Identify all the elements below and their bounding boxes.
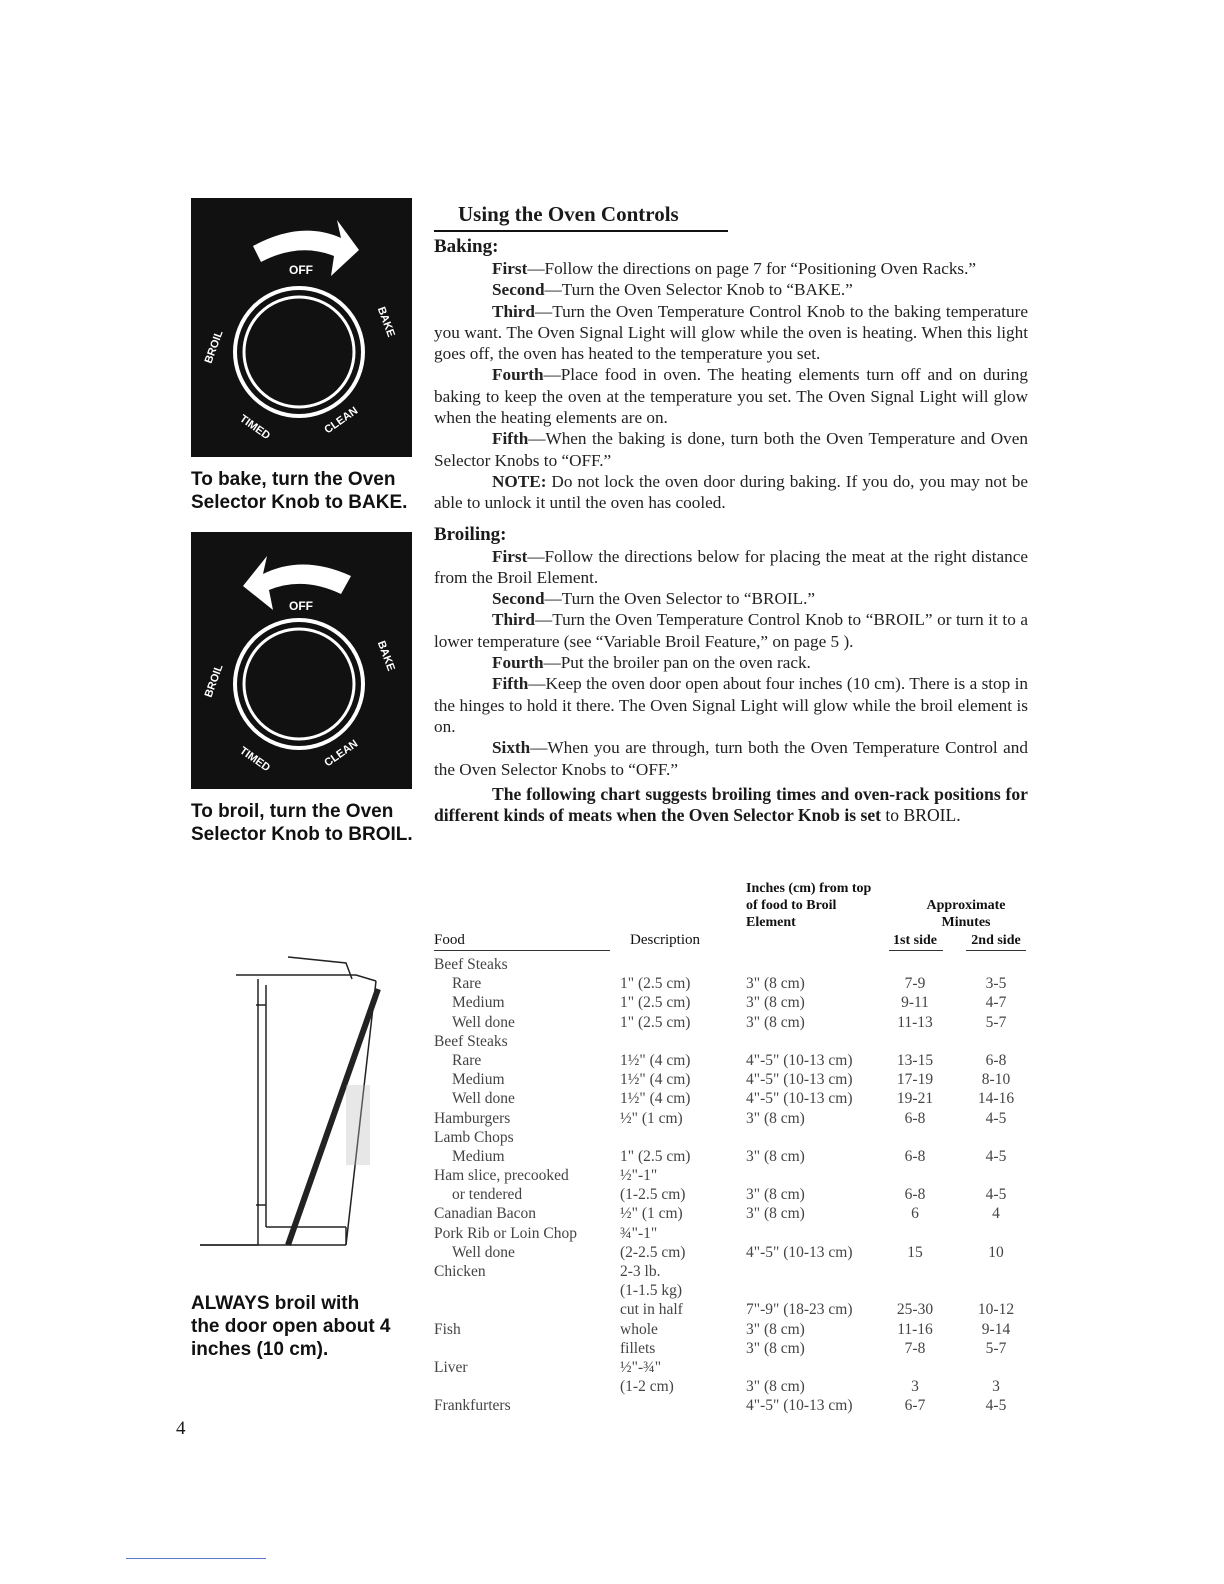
- baking-step: [434, 471, 1028, 514]
- cell-food: Well done: [452, 1013, 515, 1031]
- knob-label-broil: BROIL: [202, 328, 226, 366]
- cell-second-side: 14-16: [977, 1090, 1015, 1108]
- cell-element-distance: 3" (8 cm): [746, 1205, 805, 1223]
- table-row: [434, 1033, 1028, 1052]
- cell-second-side: 6-8: [985, 1051, 1007, 1069]
- step-text: Do not lock the oven door during baking. If you do, you may not be able to unlock it until the oven has cooled.: [434, 471, 1028, 513]
- table-row: [434, 1167, 1028, 1186]
- step-lead: First: [492, 259, 528, 278]
- cell-element-distance: 3" (8 cm): [746, 975, 805, 993]
- baking-step: [434, 428, 1028, 471]
- cell-first-side: 25-30: [896, 1301, 934, 1319]
- step-lead: Third: [492, 301, 535, 321]
- step-lead: NOTE:: [492, 471, 547, 491]
- oven-selector-knob-bake: [191, 198, 412, 457]
- knob-label-off: OFF: [289, 599, 313, 613]
- step-lead: Sixth: [492, 738, 531, 758]
- knob-label-off: OFF: [289, 263, 313, 277]
- cell-first-side: 6: [911, 1205, 919, 1223]
- step-text: —Turn the Oven Temperature Control Knob to “BROIL” or turn it to a lower temperature (see “Variable Broil Feature,” on page 5 ).: [434, 610, 1028, 651]
- cell-element-distance: 3" (8 cm): [746, 994, 805, 1012]
- cell-element-distance: 4"-5" (10-13 cm): [746, 1397, 853, 1415]
- header-description: Description: [630, 932, 700, 948]
- cell-description: 1½" (4 cm): [620, 1051, 691, 1069]
- cell-description: 1" (2.5 cm): [620, 1013, 691, 1031]
- cell-description: fillets: [620, 1339, 656, 1357]
- cell-second-side: 4-5: [985, 1109, 1007, 1127]
- cell-second-side: 10: [988, 1243, 1004, 1261]
- table-header: [434, 880, 1028, 950]
- chart-intro-bold: The following chart suggests broiling times and oven-rack positions for different kinds of meats when the Oven Selector Knob is set: [434, 783, 1028, 826]
- cell-second-side: 8-10: [981, 1071, 1011, 1089]
- cell-description: (1-1.5 kg): [620, 1282, 682, 1300]
- table-row: [434, 1071, 1028, 1090]
- page-number: 4: [176, 1418, 186, 1439]
- knob-label-clean: CLEAN: [322, 737, 361, 770]
- cell-second-side: 4-5: [985, 1186, 1007, 1204]
- cell-first-side: 6-8: [904, 1186, 926, 1204]
- cell-food: Beef Steaks: [434, 956, 508, 973]
- table-row: [434, 1359, 1028, 1378]
- cell-element-distance: 3" (8 cm): [746, 1109, 805, 1127]
- header-food: Food: [434, 932, 465, 948]
- cell-first-side: 6-8: [904, 1109, 926, 1127]
- broiling-step: [434, 609, 1028, 652]
- cell-second-side: 10-12: [977, 1301, 1015, 1319]
- table-row: [434, 1129, 1028, 1148]
- knob-label-clean: CLEAN: [322, 404, 361, 437]
- oven-door-open-illustration: [196, 945, 406, 1255]
- table-row: [434, 1148, 1028, 1167]
- cell-food: Rare: [452, 975, 482, 993]
- broiling-step: [434, 673, 1028, 737]
- table-row: [434, 1205, 1028, 1224]
- broiling-step: [434, 737, 1028, 780]
- knob-dial: [244, 297, 354, 407]
- step-lead: Second: [492, 589, 545, 609]
- table-row: [434, 1244, 1028, 1263]
- cell-element-distance: 3" (8 cm): [746, 1339, 805, 1357]
- cell-first-side: 11-13: [897, 1013, 933, 1031]
- cell-first-side: 11-16: [897, 1320, 933, 1338]
- header-rule: [966, 950, 1026, 951]
- cell-description: 1" (2.5 cm): [620, 994, 691, 1012]
- broiling-step: [434, 652, 1028, 673]
- knob-label-timed: TIMED: [237, 744, 273, 775]
- header-rule: [434, 950, 610, 951]
- table-row: [434, 1397, 1028, 1416]
- header-rule: [889, 950, 943, 951]
- table-row: [434, 1186, 1028, 1205]
- cell-description: 1" (2.5 cm): [620, 1147, 691, 1165]
- cell-second-side: 3: [992, 1378, 1000, 1396]
- cell-element-distance: 3" (8 cm): [746, 1147, 805, 1165]
- step-text: —When the baking is done, turn both the Oven Temperature and Oven Selector Knobs to “OFF.”: [434, 429, 1028, 470]
- table-row: [434, 1282, 1028, 1301]
- header-first-side: 1st side: [893, 933, 937, 948]
- broiling-steps: [434, 546, 1028, 780]
- broil-caption: To broil, turn the Oven Selector Knob to BROIL.: [191, 801, 413, 845]
- cell-food: Well done: [452, 1243, 515, 1261]
- cell-first-side: 9-11: [901, 994, 929, 1012]
- knob-label-timed: TIMED: [237, 412, 273, 443]
- cell-description: (1-2.5 cm): [620, 1186, 686, 1204]
- section-title: Using the Oven Controls: [434, 202, 728, 232]
- step-text: —Follow the directions below for placing the meat at the right distance from the Broil Element.: [434, 546, 1028, 587]
- cell-description: whole: [620, 1320, 658, 1338]
- cell-first-side: 3: [911, 1378, 919, 1396]
- knob-label-bake: BAKE: [374, 639, 397, 673]
- cell-first-side: 6-8: [904, 1147, 926, 1165]
- table-row: [434, 1263, 1028, 1282]
- step-lead: Fourth: [492, 653, 544, 673]
- baking-step: [434, 258, 1028, 279]
- step-text: —Follow the directions on page 7 for “Positioning Oven Racks.”: [527, 259, 977, 278]
- broiling-step: [434, 588, 1028, 609]
- knob-outer-ring: [235, 288, 363, 416]
- cell-food: Well done: [452, 1090, 515, 1108]
- cell-food: Liver: [434, 1358, 468, 1376]
- table-row: [434, 956, 1028, 975]
- cell-first-side: 7-8: [904, 1339, 926, 1357]
- cell-description: 1½" (4 cm): [620, 1071, 691, 1089]
- cell-element-distance: 4"-5" (10-13 cm): [746, 1051, 853, 1069]
- cell-food: Fish: [434, 1320, 461, 1338]
- step-lead: Third: [492, 610, 535, 630]
- table-row: [434, 975, 1028, 994]
- broiling-step: [434, 546, 1028, 589]
- step-lead: Fifth: [492, 674, 529, 694]
- cell-element-distance: 3" (8 cm): [746, 1320, 805, 1338]
- cell-element-distance: 4"-5" (10-13 cm): [746, 1243, 853, 1261]
- step-text: —Turn the Oven Temperature Control Knob to the baking temperature you want. The Oven Signal Light will glow while the oven is heating. When this light goes off, the oven has heated to the temperature you set.: [434, 301, 1028, 364]
- step-text: —When you are through, turn both the Oven Temperature Control and the Oven Selector Knobs to “OFF.”: [434, 738, 1028, 779]
- step-text: —Keep the oven door open about four inches (10 cm). There is a stop in the hinges to hold it there. The Oven Signal Light will glow while the broil element is on.: [434, 674, 1028, 736]
- cell-first-side: 13-15: [896, 1051, 934, 1069]
- cell-food: Canadian Bacon: [434, 1205, 537, 1223]
- baking-step: [434, 279, 1028, 300]
- step-lead: Second: [492, 280, 545, 300]
- cell-second-side: 5-7: [985, 1339, 1007, 1357]
- table-row: [434, 1110, 1028, 1129]
- cell-food: or tendered: [452, 1186, 523, 1204]
- table-row: [434, 1014, 1028, 1033]
- table-row: [434, 1090, 1028, 1109]
- step-lead: Fourth: [492, 365, 544, 385]
- bake-caption: To bake, turn the Oven Selector Knob to BAKE.: [191, 469, 408, 513]
- cell-second-side: 3-5: [985, 975, 1007, 993]
- bake-knob-illustration: [191, 198, 412, 457]
- cell-first-side: 17-19: [896, 1071, 934, 1089]
- cell-food: Hamburgers: [434, 1109, 511, 1127]
- cell-food: Medium: [452, 1071, 505, 1089]
- cell-description: (2-2.5 cm): [620, 1243, 686, 1261]
- cell-second-side: 5-7: [985, 1013, 1007, 1031]
- cell-food: Medium: [452, 1147, 505, 1165]
- cell-food: Pork Rib or Loin Chop: [434, 1224, 577, 1242]
- cell-first-side: 15: [907, 1243, 923, 1261]
- cell-second-side: 4-5: [985, 1397, 1007, 1415]
- table-row: [434, 994, 1028, 1013]
- baking-heading: Baking:: [434, 236, 499, 257]
- baking-steps: [434, 258, 1028, 514]
- chart-intro: [434, 784, 1028, 827]
- cell-food: Beef Steaks: [434, 1032, 508, 1050]
- step-text: —Turn the Oven Selector to “BROIL.”: [544, 589, 816, 609]
- cell-element-distance: 3" (8 cm): [746, 1013, 805, 1031]
- cell-second-side: 4: [992, 1205, 1000, 1223]
- header-element-distance: Inches (cm) from top of food to Broil Element: [746, 881, 872, 930]
- cell-description: ½" (1 cm): [620, 1109, 683, 1127]
- oven-controls-section: [434, 202, 1028, 827]
- knob-dial: [244, 629, 354, 739]
- cell-description: ½" (1 cm): [620, 1205, 683, 1223]
- cell-description: ½"-1": [620, 1167, 658, 1185]
- header-second-side: 2nd side: [971, 933, 1021, 948]
- chart-intro-tail: to BROIL.: [881, 805, 961, 826]
- cell-food: Medium: [452, 994, 505, 1012]
- table-row: [434, 1340, 1028, 1359]
- cell-second-side: 4-7: [985, 994, 1007, 1012]
- cell-description: (1-2 cm): [620, 1378, 674, 1396]
- cell-description: 1½" (4 cm): [620, 1090, 691, 1108]
- cell-food: Chicken: [434, 1263, 486, 1280]
- step-text: —Place food in oven. The heating elements turn off and on during baking to keep the oven at the temperature you set. The Oven Signal Light will glow when the heating elements are on.: [434, 365, 1028, 428]
- cell-description: ¾"-1": [620, 1224, 658, 1242]
- table-row: [434, 1301, 1028, 1320]
- baking-step: [434, 364, 1028, 428]
- knob-outer-ring: [235, 620, 363, 748]
- table-row: [434, 1378, 1028, 1397]
- cell-second-side: 4-5: [985, 1147, 1007, 1165]
- broil-knob-illustration: [191, 532, 412, 789]
- cell-element-distance: 4"-5" (10-13 cm): [746, 1071, 853, 1089]
- cell-food: Ham slice, precooked: [434, 1167, 569, 1185]
- broiling-heading: Broiling:: [434, 523, 507, 545]
- cell-first-side: 19-21: [896, 1090, 934, 1108]
- door-caption: ALWAYS broil with the door open about 4 inches (10 cm).: [191, 1293, 391, 1360]
- cell-description: 2-3 lb.: [620, 1263, 661, 1280]
- step-lead: First: [492, 546, 528, 566]
- broiling-chart: [434, 880, 1028, 1417]
- table-row: [434, 1052, 1028, 1071]
- cell-description: ½"-¾": [620, 1358, 662, 1376]
- header-approx-minutes: Approximate Minutes: [926, 898, 1006, 930]
- oven-selector-knob-broil: [191, 532, 412, 789]
- step-lead: Fifth: [492, 429, 529, 449]
- knob-label-broil: BROIL: [202, 662, 226, 700]
- cell-element-distance: 3" (8 cm): [746, 1378, 805, 1396]
- cell-food: Frankfurters: [434, 1397, 511, 1415]
- baking-step: [434, 301, 1028, 365]
- cell-description: cut in half: [620, 1301, 683, 1319]
- cell-food: Rare: [452, 1051, 482, 1069]
- footnote-rule: [126, 1558, 266, 1559]
- step-text: —Put the broiler pan on the oven rack.: [543, 653, 811, 673]
- cell-description: 1" (2.5 cm): [620, 975, 691, 993]
- table-body: [434, 956, 1028, 1417]
- cell-second-side: 9-14: [981, 1320, 1011, 1338]
- table-row: [434, 1225, 1028, 1244]
- cell-element-distance: 4"-5" (10-13 cm): [746, 1090, 853, 1108]
- knob-label-bake: BAKE: [374, 305, 397, 339]
- cell-element-distance: 7"-9" (18-23 cm): [746, 1301, 853, 1319]
- cell-first-side: 6-7: [904, 1397, 926, 1415]
- cell-food: Lamb Chops: [434, 1128, 514, 1146]
- cell-element-distance: 3" (8 cm): [746, 1186, 805, 1204]
- step-text: —Turn the Oven Selector Knob to “BAKE.”: [544, 280, 853, 300]
- table-row: [434, 1321, 1028, 1340]
- cell-first-side: 7-9: [904, 975, 926, 993]
